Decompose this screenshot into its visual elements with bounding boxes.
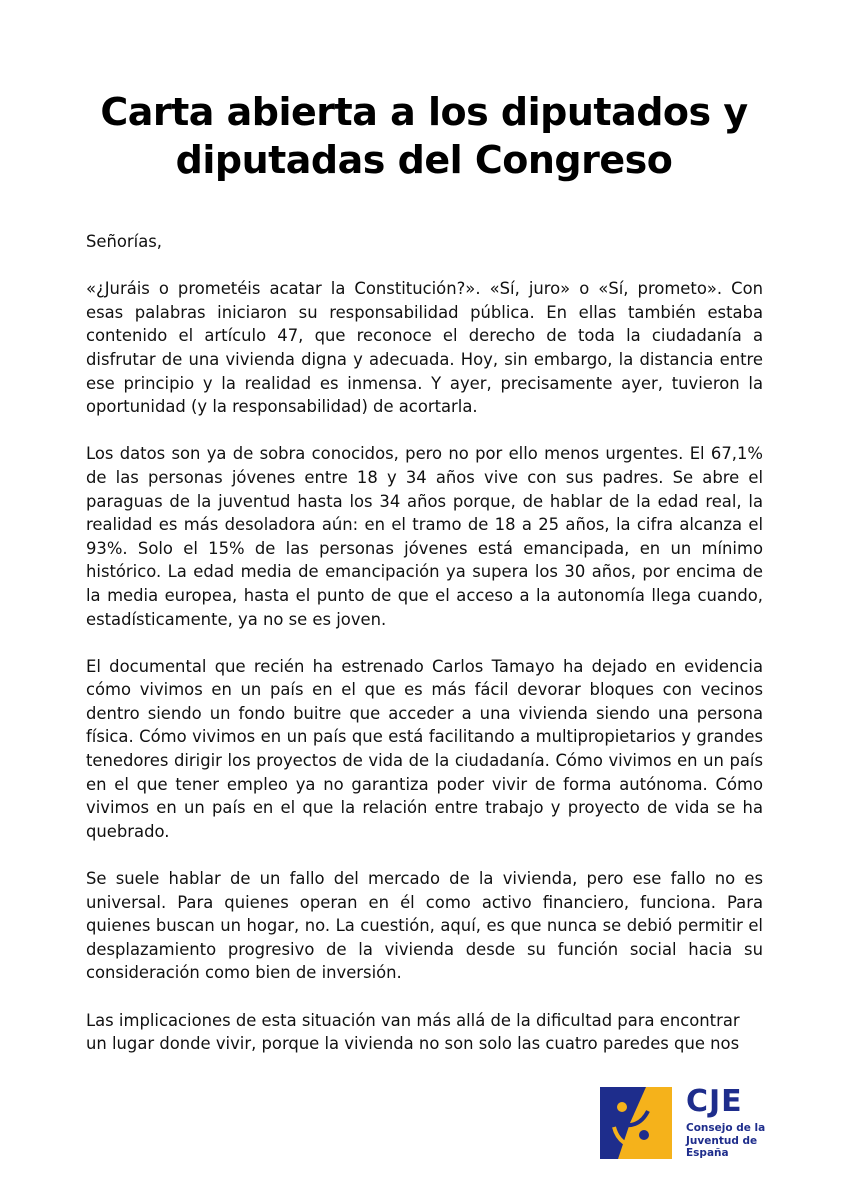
paragraph-5: Las implicaciones de esta situación van más allá de la dificultad para encontrar un lugar donde vivir, porque la vivienda no son solo las cuatro paredes que nos: [86, 1010, 740, 1054]
paragraph-1: «¿Juráis o prometéis acatar la Constitución?». «Sí, juro» o «Sí, prometo». Con esas palabras iniciaron su responsabilidad pública. En ellas también estaba contenido el artículo 47, que reconoce el derecho de toda la ciudadanía a disfrutar de una vivienda digna y adecuada. Hoy, sin embargo, la distancia entre ese principio y la realidad es inmensa. Y ayer, precisamente ayer, tuvieron la oportunidad (y la responsabilidad) de acortarla.: [86, 279, 763, 417]
letter-body: [86, 230, 763, 1056]
paragraph-3: El documental que recién ha estrenado Carlos Tamayo ha dejado en evidencia cómo vivimos en un país en el que es más fácil devorar bloques con vecinos dentro siendo un fondo buitre que acceder a una vivienda siendo una persona física. Cómo vivimos en un país que está facilitando a multipropietarios y grandes tenedores dirigir los proyectos de vida de la ciudadanía. Cómo vivimos en un país en el que tener empleo ya no garantiza poder vivir de forma autónoma. Cómo vivimos en un país en el que la relación entre trabajo y proyecto de vida se ha quebrado.: [86, 656, 763, 841]
greeting: Señorías,: [86, 232, 162, 251]
logo-organization-name: Consejo de la Juventud de España: [686, 1122, 766, 1159]
paragraph-4: Se suele hablar de un fallo del mercado de la vivienda, pero ese fallo no es universal. Para quienes operan en él como activo financiero, funciona. Para quienes buscan un hogar, no. La cuestión, aquí, es que nunca se debió permitir el desplazamiento progresivo de la vivienda desde su función social hacia su consideración como bien de inversión.: [86, 869, 763, 983]
paragraph-2: Los datos son ya de sobra conocidos, pero no por ello menos urgentes. El 67,1% de las personas jóvenes entre 18 y 34 años vive con sus padres. Se abre el paraguas de la juventud hasta los 34 años porque, de hablar de la edad real, la realidad es más desoladora aún: en el tramo de 18 a 25 años, la cifra alcanza el 93%. Solo el 15% de las personas jóvenes está emancipada, en un mínimo histórico. La edad media de emancipación ya supera los 30 años, por encima de la media europea, hasta el punto de que el acceso a la autonomía llega cuando, estadísticamente, ya no se es joven.: [86, 444, 763, 629]
document-title: Carta abierta a los diputados y diputadas del Congreso: [100, 90, 748, 182]
cje-logo: [600, 1085, 770, 1165]
cje-logo-icon: [600, 1087, 672, 1159]
logo-abbreviation: CJE: [686, 1084, 743, 1119]
